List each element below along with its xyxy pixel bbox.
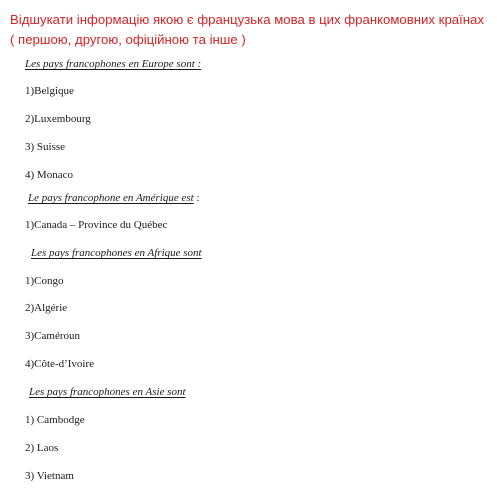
section-heading-amerique: Le pays francophone en Amérique est <box>28 192 194 204</box>
section-heading-amerique-colon: : <box>193 192 200 204</box>
list-item-congo: 1)Congo <box>25 275 64 287</box>
list-item-laos: 2) Laos <box>25 442 59 454</box>
section-heading-asie: Les pays francophones en Asie sont <box>29 386 186 398</box>
list-item-luxembourg: 2)Luxembourg <box>25 113 91 125</box>
section-heading-europe: Les pays francophones en Europe sont : <box>25 58 202 70</box>
section-heading-amerique-row <box>28 191 200 205</box>
list-item-belgique: 1)Belgique <box>25 85 74 97</box>
task-header <box>10 10 490 50</box>
list-item-vietnam: 3) Vietnam <box>25 470 74 482</box>
section-heading-afrique: Les pays francophones en Afrique sont <box>31 247 202 259</box>
task-title-line-2: ( першою, другою, офіційною та інше ) <box>10 32 246 47</box>
list-item-cambodge: 1) Cambodge <box>25 414 85 426</box>
list-item-suisse: 3) Suisse <box>25 141 66 153</box>
list-item-canada: 1)Canada – Province du Québec <box>25 219 168 231</box>
list-item-cote-divoire: 4)Côte-d’Ivoire <box>25 358 95 370</box>
task-title-line-1: Відшукати інформацію якою є французька мова в цих франкомовних країнах <box>10 12 484 27</box>
list-item-cameroun: 3)Caméroun <box>25 330 80 342</box>
list-item-monaco: 4) Monaco <box>25 169 73 181</box>
list-item-algerie: 2)Algérie <box>25 302 68 314</box>
